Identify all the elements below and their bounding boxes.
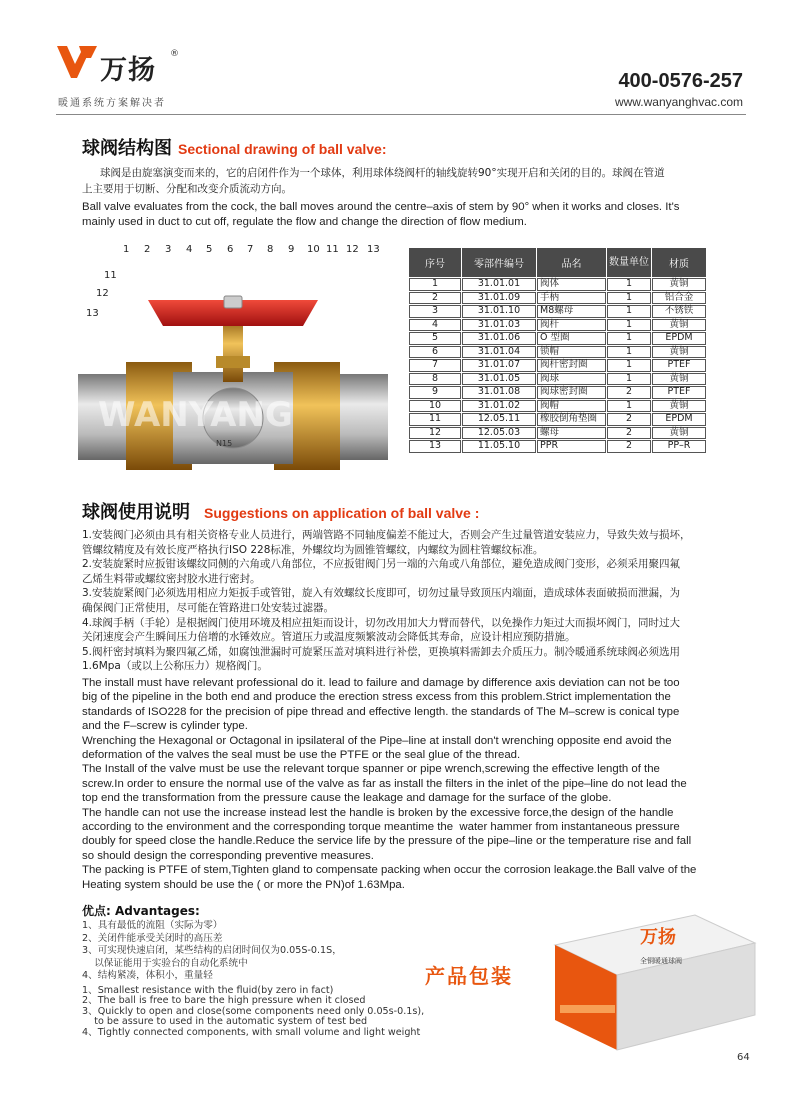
table-cell: 黄铜 — [652, 278, 706, 291]
table-cell: 1 — [607, 305, 651, 318]
table-cell: 2 — [607, 386, 651, 399]
text-line: The handle can not use the increase instead lest the handle is broken by the excessive force,the design of the handle — [82, 806, 674, 819]
text-line: deformation of the valves the seal must be use the PTFE or the seal glue of the thread. — [82, 749, 521, 762]
table-cell: 31.01.05 — [462, 373, 536, 386]
callout-number: 11 — [326, 244, 339, 255]
table-row — [409, 278, 706, 291]
text-line: 5.阀杆密封填料为聚四氟乙烯，如腐蚀泄漏时可旋紧压盖对填料进行补偿，更换填料需卸去介质压力。制冷暖通系统球阀必须选用 — [82, 645, 681, 658]
advantages-list-en — [82, 986, 424, 1038]
intro-cn-line-2: 上主要用于切断、分配和改变介质流动方向。 — [82, 183, 292, 195]
table-cell: 31.01.03 — [462, 319, 536, 332]
text-line: so should design the corresponding preventive measures. — [82, 849, 374, 862]
box-label: 全铜暖通球阀 — [640, 957, 682, 965]
text-line: The install must have relevant professional do it. lead to failure and damage by difference axis deviation can not be too — [82, 677, 680, 689]
table-cell: 1 — [607, 359, 651, 372]
brand-logo-icon — [55, 42, 99, 82]
table-cell: 3 — [409, 305, 461, 318]
text-line: top end the transformation from the pressure cause the leakage and damage for the surface of the globe. — [82, 792, 612, 805]
text-line: 4.球阀手柄（手轮）是根据阀门使用环境及相应扭矩而设计，切勿改用加大力臂而替代，以免操作力矩过大而损坏阀门，同时过大 — [82, 616, 681, 629]
text-line: 2、关闭件能承受关闭时的高压差 — [82, 932, 223, 944]
text-line: standards of ISO228 for the precision of pipe thread and effective length. the standards of The M–screw is conical type — [82, 705, 680, 718]
text-line: big of the pipeline in the both end and produce the erection stress excess from this problem.Strict implementation the — [82, 691, 671, 704]
callout-number: 2 — [144, 244, 151, 255]
table-cell: M8螺母 — [537, 305, 606, 318]
table-cell: 2 — [607, 440, 651, 453]
callout-number: 12 — [96, 288, 109, 299]
table-cell: 手柄 — [537, 292, 606, 305]
table-row — [409, 305, 706, 318]
text-line: 3.安装旋紧阀门必须选用相应力矩扳手或管钳，旋入有效螺纹长度即可，切勿过量导致顶压内端面，造成球体表面破损而泄漏，为 — [82, 587, 681, 600]
table-cell: PP–R — [652, 440, 706, 453]
text-line: to be assure to used in the automatic system of test bed — [82, 1016, 368, 1028]
table-cell: 黄铜 — [652, 427, 706, 440]
table-cell: 8 — [409, 373, 461, 386]
table-cell: 31.01.06 — [462, 332, 536, 345]
col-header-part-code: 零部件编号 — [462, 248, 536, 277]
box-brand: 万扬 — [640, 927, 676, 948]
usage-title-cn: 球阀使用说明 — [82, 502, 190, 523]
table-cell: 12.05.03 — [462, 427, 536, 440]
text-line: 2、The ball is free to bare the high pressure when it closed — [82, 995, 366, 1007]
section-title-usage — [82, 498, 479, 524]
registered-mark: ® — [170, 49, 179, 59]
table-row — [409, 319, 706, 332]
ball-valve-sectional-drawing — [78, 246, 388, 478]
callout-number: 3 — [165, 244, 172, 255]
text-line: doubly for speed close the handle.Reduce the service life by the pressure of the pipe–line or the temperature rise and fall — [82, 835, 692, 848]
brand-name: 万扬 — [100, 55, 156, 86]
hotline-number: 400-0576-257 — [618, 70, 743, 92]
table-header-row — [409, 248, 706, 277]
table-cell: 阀杆 — [537, 319, 606, 332]
usage-title-en: Suggestions on application of ball valve : — [204, 505, 480, 521]
text-line: 以保证能用于实验台的自动化系统中 — [82, 957, 248, 969]
table-cell: 橡胶倒角垫圈 — [537, 413, 606, 426]
text-line: Heating system should be use the ( or more the PN)of 1.63Mpa. — [82, 878, 405, 891]
table-cell: 11.05.10 — [462, 440, 536, 453]
text-line: 1、Smallest resistance with the fluid(by zero in fact) — [82, 985, 334, 996]
callout-number: 13 — [86, 308, 99, 319]
table-cell: PPR — [537, 440, 606, 453]
table-cell: 31.01.01 — [462, 278, 536, 291]
section-title-en: Sectional drawing of ball valve: — [178, 141, 387, 157]
table-cell: 1 — [607, 292, 651, 305]
table-cell: 9 — [409, 386, 461, 399]
section-title-cn: 球阀结构图 — [82, 138, 172, 159]
table-row — [409, 440, 706, 453]
table-cell: 1 — [607, 400, 651, 413]
text-line: and the F–screw is cylinder type. — [82, 720, 248, 733]
table-cell: 黄铜 — [652, 319, 706, 332]
table-row — [409, 427, 706, 440]
table-cell: 7 — [409, 359, 461, 372]
table-cell: 1 — [607, 278, 651, 291]
text-line: 确保阀门正常使用，尽可能在管路进口处安装过滤器。 — [82, 601, 334, 614]
callout-number: 1 — [123, 244, 130, 255]
callout-number: 6 — [227, 244, 234, 255]
table-cell: 13 — [409, 440, 461, 453]
table-cell: EPDM — [652, 332, 706, 345]
brand-tagline: 暖通系统方案解决者 — [58, 98, 166, 109]
text-line: 4、结构紧凑，体积小，重量轻 — [82, 970, 213, 982]
table-row — [409, 359, 706, 372]
callout-number: 5 — [206, 244, 213, 255]
table-cell: 铝合金 — [652, 292, 706, 305]
text-line: 1.安装阀门必须由具有相关资格专业人员进行，两端管路不同轴度偏差不能过大，否则会产生过量管道安装应力，导致失效与损坏， — [82, 529, 691, 541]
text-line: 1.6Mpa（或以上公称压力）规格阀门。 — [82, 660, 268, 673]
table-cell: 2 — [607, 413, 651, 426]
advantages-title: 优点: Advantages: — [82, 904, 200, 918]
callout-number: 10 — [307, 244, 320, 255]
product-box-image — [545, 905, 760, 1055]
text-line: The packing is PTFE of stem,Tighten gland to compensate packing when occur the corrosion leakage.the Ball valve of the — [82, 864, 697, 877]
table-cell: 阀球 — [537, 373, 606, 386]
callout-number: 9 — [288, 244, 295, 255]
website-link[interactable]: www.wanyanghvac.com — [614, 95, 743, 109]
table-cell: 黄铜 — [652, 346, 706, 359]
table-cell: 1 — [607, 346, 651, 359]
table-cell: 31.01.04 — [462, 346, 536, 359]
watermark: WANYANG — [98, 395, 293, 435]
table-cell: 2 — [607, 427, 651, 440]
page-number: 64 — [737, 1052, 750, 1063]
table-cell: 2 — [409, 292, 461, 305]
table-cell: EPDM — [652, 413, 706, 426]
table-row — [409, 386, 706, 399]
usage-instructions-cn — [82, 528, 742, 674]
valve-illustration — [78, 246, 388, 478]
col-header-qty: 数量单位 — [607, 248, 651, 277]
text-line: screw.In order to ensure the normal use of the valve as far as install the filters in the inlet of the pipe–line do not lead the — [82, 777, 687, 790]
text-line: 4、Tightly connected components, with small volume and light weight — [82, 1026, 421, 1038]
table-cell: 10 — [409, 400, 461, 413]
text-line: 1、具有最低的流阻（实际为零） — [82, 920, 223, 931]
callout-number: 4 — [186, 244, 193, 255]
callout-number: 12 — [346, 244, 359, 255]
parts-list-table — [408, 247, 707, 454]
col-header-material: 材质 — [652, 248, 706, 277]
table-cell: 1 — [409, 278, 461, 291]
usage-instructions-en — [82, 676, 742, 892]
advantages-list-cn — [82, 920, 342, 983]
table-cell: PTEF — [652, 386, 706, 399]
table-row — [409, 346, 706, 359]
intro-en-line-2: mainly used in duct to cut off, regulate the flow and change the direction of flow medium. — [82, 216, 527, 228]
col-header-no: 序号 — [409, 248, 461, 277]
table-cell: 6 — [409, 346, 461, 359]
body-mark: N15 — [216, 439, 233, 448]
table-cell: 31.01.10 — [462, 305, 536, 318]
text-line: 管螺纹精度及有效长度严格执行ISO 228标准，外螺纹均为圆锥管螺纹，内螺纹为圆柱管螺纹标准。 — [82, 543, 544, 556]
section-title-structure — [82, 134, 387, 160]
text-line: 关闭速度会产生瞬间压力倍增的水锤效应。管道压力或温度频繁波动会降低其寿命，应设计相应预防措施。 — [82, 631, 576, 644]
callout-number: 8 — [267, 244, 274, 255]
text-line: 3、可实现快速启闭，某些结构的启闭时间仅为0.05S-0.1S， — [82, 945, 342, 957]
table-cell: 11 — [409, 413, 461, 426]
text-line: 2.安装旋紧时应扳钳该螺纹同侧的六角或八角部位，不应扳钳阀门另一端的六角或八角部位，避免造成阀门变形，必须采用聚四氟 — [82, 558, 681, 571]
header-divider — [56, 114, 746, 115]
table-cell: PTEF — [652, 359, 706, 372]
text-line: The Install of the valve must be use the relevant torque spanner or pipe wrench,screwing the effective length of the — [82, 763, 660, 776]
table-cell: 4 — [409, 319, 461, 332]
text-line: 3、Quickly to open and close(some components need only 0.05s-0.1s), — [82, 1005, 425, 1017]
table-cell: 黄铜 — [652, 400, 706, 413]
text-line: according to the environment and the corresponding torque meantime the water hammer from instantaneous pressure — [82, 821, 680, 834]
callout-number: 11 — [104, 270, 117, 281]
table-cell: O 型圈 — [537, 332, 606, 345]
table-cell: 31.01.07 — [462, 359, 536, 372]
table-row — [409, 292, 706, 305]
packaging-title: 产品包装 — [425, 964, 513, 988]
table-cell: 1 — [607, 373, 651, 386]
table-cell: 31.01.09 — [462, 292, 536, 305]
table-cell: 12 — [409, 427, 461, 440]
table-cell: 5 — [409, 332, 461, 345]
table-cell: 阀体 — [537, 278, 606, 291]
intro-en-line-1: Ball valve evaluates from the cock, the ball moves around the centre–axis of stem by 90° when it works and closes. It's — [82, 201, 680, 213]
table-cell: 阀帽 — [537, 400, 606, 413]
callout-number: 13 — [367, 244, 380, 255]
table-cell: 阀球密封圈 — [537, 386, 606, 399]
table-cell: 1 — [607, 319, 651, 332]
table-cell: 31.01.02 — [462, 400, 536, 413]
table-row — [409, 400, 706, 413]
table-cell: 阀杆密封圈 — [537, 359, 606, 372]
table-cell: 锁帽 — [537, 346, 606, 359]
table-cell: 12.05.11 — [462, 413, 536, 426]
table-row — [409, 413, 706, 426]
intro-cn-line-1: 球阀是由旋塞演变而来的，它的启闭件作为一个球体，利用球体绕阀杆的轴线旋转90°实现开启和关闭的目的。球阀在管道 — [100, 167, 665, 179]
table-cell: 黄铜 — [652, 373, 706, 386]
table-row — [409, 332, 706, 345]
table-cell: 1 — [607, 332, 651, 345]
text-line: 乙烯生料带或螺纹密封胶水进行密封。 — [82, 572, 261, 585]
callout-number: 7 — [247, 244, 254, 255]
table-cell: 不锈铁 — [652, 305, 706, 318]
table-cell: 螺母 — [537, 427, 606, 440]
table-cell: 31.01.08 — [462, 386, 536, 399]
col-header-name: 品名 — [537, 248, 606, 277]
table-row — [409, 373, 706, 386]
text-line: Wrenching the Hexagonal or Octagonal in ipsilateral of the Pipe–line at install don't wrenching opposite end avoid the — [82, 734, 672, 747]
